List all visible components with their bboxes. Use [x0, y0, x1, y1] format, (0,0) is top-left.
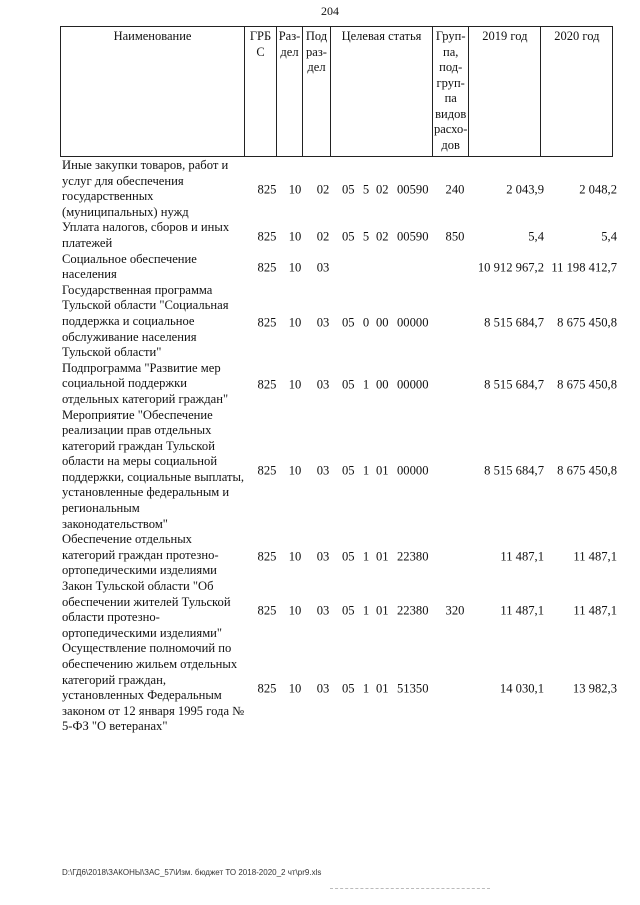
cell-cs-program: 05	[342, 603, 355, 618]
header-2019: 2019 год	[469, 27, 541, 157]
cell-cs-direction: 00000	[397, 463, 429, 478]
table-row	[60, 532, 620, 579]
cell-2019: 5,4	[528, 229, 544, 244]
header-vid-raskhodov: Груп- па, под- груп- па видов расхо- дов	[433, 27, 469, 157]
scan-artifact-line	[330, 888, 490, 889]
cell-cs-subprogram: 1	[362, 463, 370, 478]
cell-cs-direction: 22380	[397, 603, 429, 618]
header-grbs: ГРБ С	[245, 27, 277, 157]
cell-grbs: 825	[257, 681, 277, 696]
cell-cs-program: 05	[342, 681, 355, 696]
cell-2019: 11 487,1	[500, 548, 544, 563]
table-row	[60, 252, 620, 283]
table-row	[60, 220, 620, 251]
cell-cs-program: 05	[342, 377, 355, 392]
cell-podrazdel: 03	[316, 377, 330, 392]
header-2020: 2020 год	[541, 27, 613, 157]
row-name: Мероприятие "Обеспечение реализации прав отдельных категорий граждан Тульской области на меры социальной поддержки, социальные выплаты, установленные федеральным и региональным законодательством"	[62, 407, 245, 531]
cell-razdel: 10	[288, 681, 302, 696]
cell-vid-raskhodov: 240	[445, 182, 465, 197]
cell-podrazdel: 03	[316, 463, 330, 478]
cell-podrazdel: 03	[316, 603, 330, 618]
cell-cs-event: 00	[376, 315, 389, 330]
cell-2019: 8 515 684,7	[484, 463, 544, 478]
cell-razdel: 10	[288, 603, 302, 618]
cell-cs-event: 02	[376, 182, 389, 197]
cell-cs-direction: 00000	[397, 315, 429, 330]
cell-razdel: 10	[288, 315, 302, 330]
cell-cs-program: 05	[342, 315, 355, 330]
row-name: Закон Тульской области "Об обеспечении жителей Тульской области протезно- ортопедическими изделиями"	[62, 579, 231, 640]
row-name: Социальное обеспечение населения	[62, 251, 197, 282]
cell-razdel: 10	[288, 377, 302, 392]
cell-podrazdel: 02	[316, 182, 330, 197]
cell-grbs: 825	[257, 603, 277, 618]
row-name: Иные закупки товаров, работ и услуг для обеспечения государственных (муниципальных) нужд	[62, 158, 229, 219]
cell-podrazdel: 03	[316, 315, 330, 330]
cell-2019: 2 043,9	[506, 182, 544, 197]
table-row	[60, 408, 620, 533]
cell-2020: 8 675 450,8	[557, 463, 617, 478]
cell-vid-raskhodov: 850	[445, 229, 465, 244]
cell-vid-raskhodov: 320	[445, 603, 465, 618]
cell-podrazdel: 03	[316, 681, 330, 696]
header-razdel: Раз- дел	[277, 27, 303, 157]
footer-file-path: D:\ГД6\2018\ЗАКОНЫ\ЗАС_57\Изм. бюджет ТО 2018-2020_2 чт\pr9.xls	[62, 868, 322, 877]
row-name: Осуществление полномочий по обеспечению жильем отдельных категорий граждан, установленных Федеральным законом от 12 января 1995 года № 5-ФЗ "О ветеранах"	[62, 641, 245, 734]
cell-cs-event: 01	[376, 548, 389, 563]
cell-cs-direction: 00000	[397, 377, 429, 392]
cell-2020: 5,4	[601, 229, 617, 244]
cell-2020: 2 048,2	[579, 182, 617, 197]
cell-cs-subprogram: 0	[362, 315, 370, 330]
table-row	[60, 158, 620, 220]
cell-cs-program: 05	[342, 463, 355, 478]
cell-2020: 11 487,1	[573, 548, 617, 563]
cell-cs-direction: 00590	[397, 182, 429, 197]
cell-2019: 8 515 684,7	[484, 377, 544, 392]
cell-cs-subprogram: 1	[362, 603, 370, 618]
cell-cs-subprogram: 5	[362, 182, 370, 197]
cell-grbs: 825	[257, 229, 277, 244]
cell-cs-program: 05	[342, 548, 355, 563]
cell-grbs: 825	[257, 315, 277, 330]
cell-cs-direction: 22380	[397, 548, 429, 563]
cell-2020: 13 982,3	[572, 681, 617, 696]
cell-cs-program: 05	[342, 229, 355, 244]
cell-razdel: 10	[288, 548, 302, 563]
cell-grbs: 825	[257, 377, 277, 392]
cell-2020: 8 675 450,8	[557, 377, 617, 392]
table-row	[60, 361, 620, 408]
row-name: Государственная программа Тульской области "Социальная поддержка и социальное обслуживание населения Тульской области"	[62, 282, 229, 360]
table-header	[60, 26, 613, 157]
row-name: Подпрограмма "Развитие мер социальной поддержки отдельных категорий граждан"	[62, 360, 229, 406]
cell-grbs: 825	[257, 260, 277, 275]
cell-razdel: 10	[288, 229, 302, 244]
header-name: Наименование	[61, 27, 245, 157]
cell-podrazdel: 02	[316, 229, 330, 244]
cell-cs-event: 01	[376, 463, 389, 478]
cell-cs-direction: 00590	[397, 229, 429, 244]
cell-2019: 11 487,1	[500, 603, 544, 618]
cell-grbs: 825	[257, 548, 277, 563]
cell-grbs: 825	[257, 463, 277, 478]
cell-2019: 8 515 684,7	[484, 315, 544, 330]
cell-cs-subprogram: 1	[362, 681, 370, 696]
cell-2020: 11 198 412,7	[551, 260, 617, 275]
table-row	[60, 641, 620, 735]
cell-cs-event: 01	[376, 681, 389, 696]
cell-cs-subprogram: 1	[362, 377, 370, 392]
cell-podrazdel: 03	[316, 548, 330, 563]
table-row	[60, 579, 620, 641]
header-tselevaya-statya: Целевая статья	[331, 27, 433, 157]
cell-cs-subprogram: 1	[362, 548, 370, 563]
table-row	[60, 283, 620, 361]
cell-2019: 10 912 967,2	[477, 260, 544, 275]
cell-2020: 11 487,1	[573, 603, 617, 618]
cell-razdel: 10	[288, 182, 302, 197]
row-name: Уплата налогов, сборов и иных платежей	[62, 220, 230, 250]
cell-cs-subprogram: 5	[362, 229, 370, 244]
cell-2020: 8 675 450,8	[557, 315, 617, 330]
header-podrazdel: Под раз- дел	[303, 27, 331, 157]
cell-grbs: 825	[257, 182, 277, 197]
row-name: Обеспечение отдельных категорий граждан протезно- ортопедическими изделиями	[62, 532, 219, 578]
cell-cs-program: 05	[342, 182, 355, 197]
cell-cs-event: 02	[376, 229, 389, 244]
cell-cs-direction: 51350	[397, 681, 429, 696]
cell-cs-event: 01	[376, 603, 389, 618]
table-body	[60, 158, 620, 735]
cell-razdel: 10	[288, 463, 302, 478]
cell-cs-event: 00	[376, 377, 389, 392]
page-number: 204	[321, 4, 339, 18]
cell-podrazdel: 03	[316, 260, 330, 275]
cell-2019: 14 030,1	[499, 681, 544, 696]
cell-razdel: 10	[288, 260, 302, 275]
